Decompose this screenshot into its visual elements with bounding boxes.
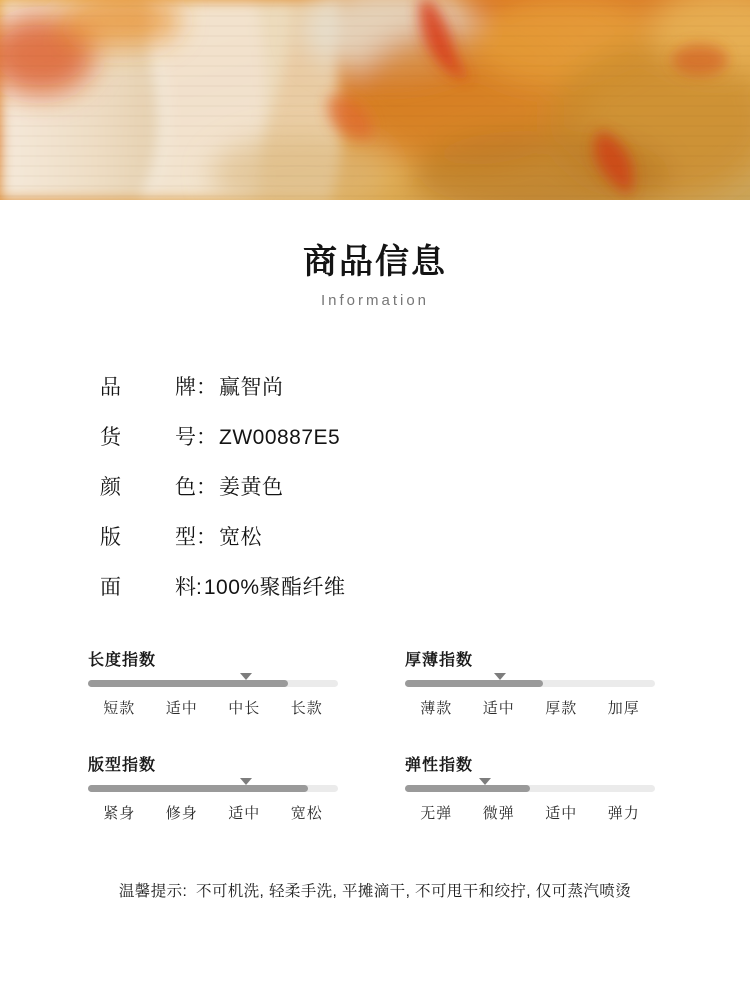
spec-row-item-number [100,421,750,451]
spec-label-color: 颜 色 [100,476,196,500]
meter-thickness-index [405,647,655,718]
spec-row-color [100,471,750,501]
meter-option-elasticity-3: 弹力 [607,805,640,823]
meter-title-fit: 版型指数 [88,757,157,775]
spec-list [100,371,750,601]
meter-bar-fit [88,785,338,792]
meter-fill-thickness [405,680,543,687]
meter-option-length-0: 短款 [103,700,136,718]
meter-option-fit-3: 宽松 [290,805,323,823]
meter-elasticity-index [405,752,655,823]
meter-option-length-3: 长款 [290,700,323,718]
meter-option-length-2: 中长 [228,700,261,718]
meter-option-thickness-2: 厚款 [545,700,578,718]
meter-option-thickness-1: 适中 [482,700,515,718]
meter-bar-thickness [405,680,655,687]
meter-fill-length [88,680,288,687]
meter-fit-index [88,752,338,823]
spec-colon-fit: ： [196,526,217,550]
care-tip-label: 温馨提示: [118,883,188,901]
spec-value-fit: 宽松 [219,526,262,550]
meter-option-elasticity-0: 无弹 [420,805,453,823]
meter-option-elasticity-2: 适中 [545,805,578,823]
meter-option-thickness-0: 薄款 [420,700,453,718]
section-title-block [0,240,750,309]
spec-value-color: 姜黄色 [219,476,284,500]
meter-fill-elasticity [405,785,530,792]
spec-label-material: 面 料 [100,576,196,600]
meter-option-thickness-3: 加厚 [607,700,640,718]
spec-value-item-number: ZW00887E5 [219,426,341,450]
meter-option-fit-2: 适中 [228,805,261,823]
product-information-section [0,200,750,901]
meter-title-length: 长度指数 [88,652,157,670]
meter-title-thickness: 厚薄指数 [405,652,474,670]
spec-colon-material: : [196,576,202,600]
spec-row-fit [100,521,750,551]
meter-option-length-1: 适中 [165,700,198,718]
spec-colon-color: ： [196,476,217,500]
fabric-photo-graphic [0,0,750,200]
meter-labels-length [88,697,338,718]
spec-label-fit: 版 型 [100,526,196,550]
product-fabric-photo [0,0,750,200]
meter-bar-length [88,680,338,687]
meter-pointer-elasticity [479,778,491,785]
meter-labels-elasticity [405,802,655,823]
meter-pointer-length [240,673,252,680]
meter-labels-fit [88,802,338,823]
page-subtitle: Information [320,292,430,310]
meter-pointer-thickness [494,673,506,680]
spec-row-material [100,571,750,601]
meter-option-elasticity-1: 微弹 [482,805,515,823]
meter-fill-fit [88,785,308,792]
meter-title-elasticity: 弹性指数 [405,757,474,775]
spec-value-material: 100%聚酯纤维 [203,576,346,600]
spec-colon-brand: ： [196,376,217,400]
spec-value-brand: 赢智尚 [219,376,284,400]
meter-bar-elasticity [405,785,655,792]
care-tip [0,879,750,901]
meter-length-index [88,647,338,718]
care-tip-text: 不可机洗, 轻柔手洗, 平摊滴干, 不可甩干和绞拧, 仅可蒸汽喷烫 [195,883,632,901]
page-title: 商品信息 [303,243,447,281]
spec-colon-item-number: ： [196,426,217,450]
spec-label-item-number: 货 号 [100,426,196,450]
meter-option-fit-1: 修身 [165,805,198,823]
meter-pointer-fit [240,778,252,785]
meter-labels-thickness [405,697,655,718]
index-meters [0,647,750,823]
spec-label-brand: 品 牌 [100,376,196,400]
spec-row-brand [100,371,750,401]
meter-option-fit-0: 紧身 [103,805,136,823]
